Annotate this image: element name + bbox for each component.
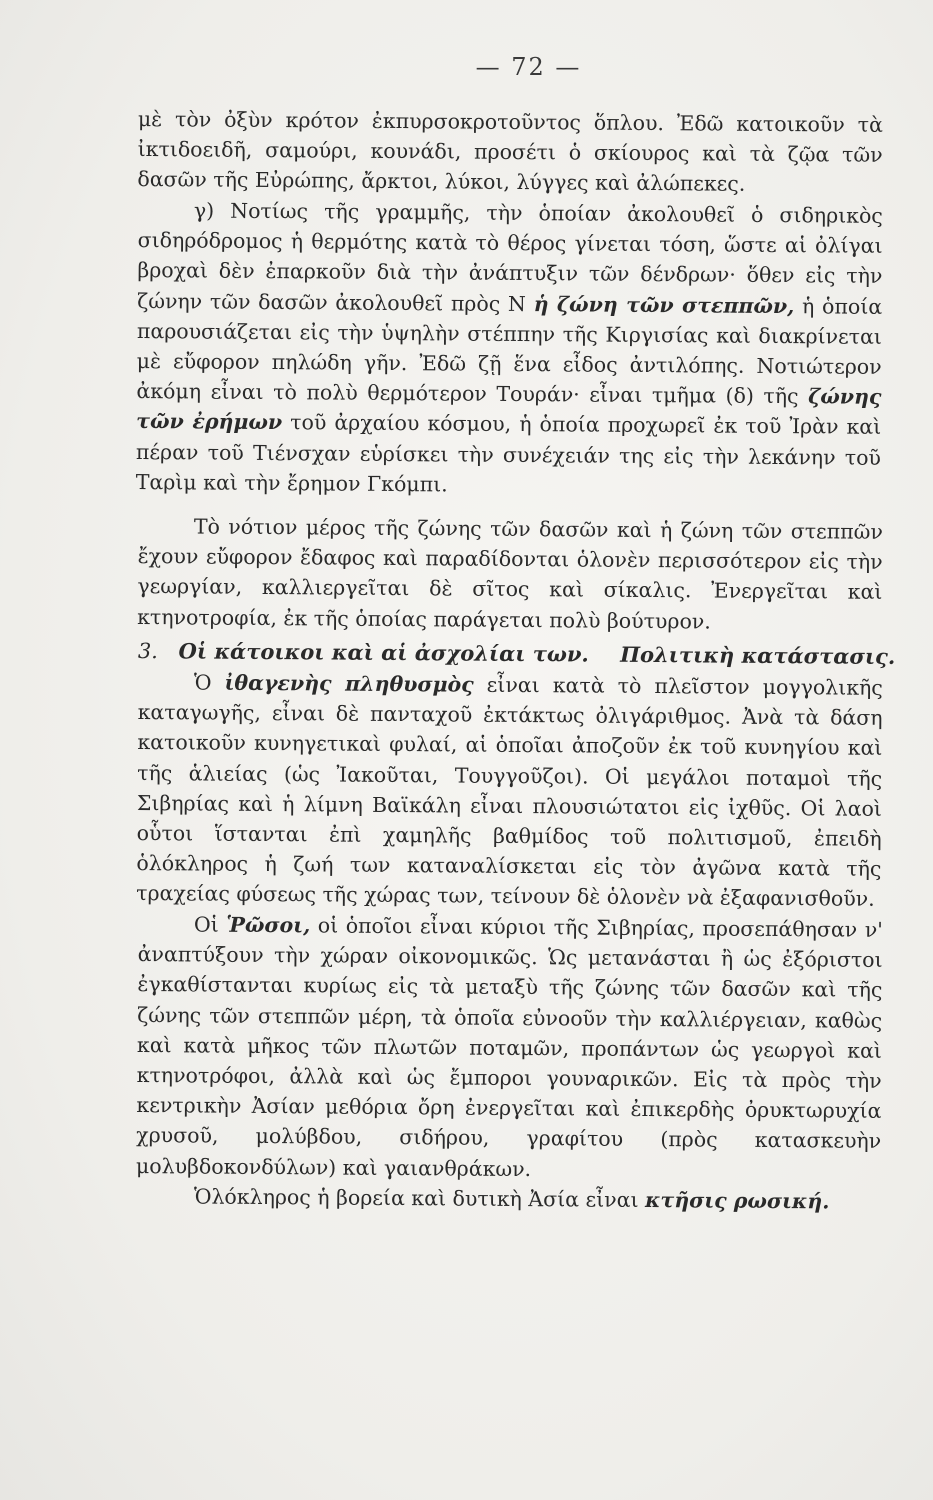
paragraph [137,104,883,200]
bold-italic-term: Ῥῶσοι, [226,912,311,938]
paragraph-text: γ) Νοτίως τῆς γραμμῆς, τὴν ὁποίαν ἀκολουθεῖ ὁ σιδηρικὸς σιδηρόδρομος ἡ θερμότης κατὰ τὸ θέρος γίνεται τόση, ὥστε αἱ ὀλίγαι βροχαὶ δὲν ἐπαρκοῦν διὰ τὴν ἀνάπτυξιν τῶν δένδρων· ὅθεν εἰς τὴν ζώνην τῶν δασῶν ἀκολουθεῖ πρὸς Ν [137,198,883,316]
page-number: — 72 — [475,53,582,81]
paragraph [137,511,883,638]
paragraph-text: ἡ ὁποία παρουσιάζεται εἰς τὴν ὑψηλὴν στέππην τῆς Κιργισίας καὶ διακρίνεται μὲ εὔφορον πηλώδη γῆν. Ἐδῶ ζῇ ἕνα εἶδος ἀντιλόπης. Νοτιώτερον ἀκόμη εἶναι τὸ πολὺ θερμότερον Τουράν· εἶναι τμῆμα (δ) τῆς [136,293,883,409]
paragraph [136,195,883,503]
paragraph-text: τοῦ ἀρχαίου κόσμου, ἡ ὁποία προχωρεῖ ἐκ τοῦ Ἰρὰν καὶ πέραν τοῦ Τιένσχαν εὑρίσκει τὴν συνέχειάν της εἰς τὴν λεκάνην τοῦ Ταρὶμ καὶ τὴν ἔρημον Γκόμπι. [135,410,882,496]
paragraph-text: Οἱ [193,912,227,937]
paragraph [138,1181,883,1217]
bold-italic-term: ζώνης τῶν ἐρήμων [136,384,882,435]
paragraph [136,667,883,914]
paragraph-text: Τὸ νότιον μέρος τῆς ζώνης τῶν δασῶν καὶ ἡ ζώνη τῶν στεππῶν ἔχουν εὔφορον ἔδαφος καὶ παραδίδονται ὁλονὲν περισσότερον εἰς τὴν γεωργίαν, καλλιεργεῖται δὲ σῖτος καὶ σίκαλις. Ἐνεργεῖται καὶ κτηνοτροφία, ἐκ τῆς ὁποίας παράγεται πολὺ βούτυρον. [137,514,883,633]
paragraph [136,909,883,1187]
section-title: Οἱ κάτοικοι καὶ αἱ ἀσχολίαι των. [178,638,589,667]
paragraph-text: Ὁλόκληρος ἡ βορεία καὶ δυτικὴ Ἀσία εἶναι [193,1184,646,1212]
paragraph-text: εἶναι κατὰ τὸ πλεῖστον μογγολικῆς καταγωγῆς, εἶναι δὲ πανταχοῦ ἐκτάκτως ὀλιγάριθμος. Ἀνὰ τὰ δάση κατοικοῦν κυνηγετικαὶ φυλαί, αἱ ὁποῖαι ἀποζοῦν ἐκ τοῦ κυνηγίου καὶ τῆς ἁλιείας (ὡς Ἰακοῦται, Τουγγοῦζοι). Οἱ μεγάλοι ποταμοὶ τῆς Σιβηρίας καὶ ἡ λίμνη Βαϊκάλη εἶναι πλουσιώτατοι εἰς ἰχθῦς. Οἱ λαοὶ οὗτοι ἵστανται ἐπὶ χαμηλῆς βαθμίδος τοῦ πολιτισμοῦ, ἐπειδὴ ὁλόκληρος ἡ ζωή των καταναλίσκεται εἰς τὸν ἀγῶνα κατὰ τῆς τραχείας φύσεως τῆς χώρας των, τείνουν δὲ ὁλονὲν νὰ ἐξαφανισθοῦν. [136,673,883,912]
bold-italic-term: κτῆσις ρωσική. [644,1187,830,1214]
bold-italic-term: ἰθαγενὴς πληθυσμὸς [224,671,474,698]
paragraph-text: μὲ τὸν ὀξὺν κρότον ἐκπυρσοκροτοῦντος ὅπλου. Ἐδῶ κατοικοῦν τὰ ἰκτιδοειδῆ, σαμούρι, κουνάδι, προσέτι ὁ σκίουρος καὶ τὰ ζῷα τῶν δασῶν τῆς Εὐρώπης, ἄρκτοι, λύκοι, λύγγες καὶ ἀλώπεκες. [137,106,883,197]
section-subtitle: Πολιτικὴ κατάστασις. [620,642,896,670]
bold-italic-term: ἡ ζώνη τῶν στεππῶν, [533,291,795,318]
text-body-top [135,104,883,633]
section-number: 3. [137,639,159,664]
paragraph-text: οἱ ὁποῖοι εἶναι κύριοι τῆς Σιβηρίας, προσεπάθησαν ν' ἀναπτύξουν τὴν χώραν οἰκονομικῶς. Ὡς μετανάσται ἢ ὡς ἐξόριστοι ἐγκαθίστανται κυρίως εἰς τὰ μεταξὺ τῆς ζώνης τῶν δασῶν καὶ τῆς ζώνης τῶν στεππῶν μέρη, τὰ ὁποῖα εὐνοοῦν τὴν καλλιέργειαν, καθὼς καὶ κατὰ μῆκος τῶν πλωτῶν ποταμῶν, προπάντων ὡς γεωργοὶ καὶ κτηνοτρόφοι, ἀλλὰ καὶ ὡς ἔμποροι γουναρικῶν. Εἰς τὰ πρὸς τὴν κεντρικὴν Ἀσίαν μεθόρια ὄρη ἐνεργεῖται καὶ ἐπικερδὴς ὀρυκτωρυχία χρυσοῦ, μολύβδου, σιδήρου, γραφίτου (πρὸς κατασκευὴν μολυβδοκονδύλων) καὶ γαιανθράκων. [135,913,883,1181]
paragraph-text: Ὁ [193,670,225,696]
text-body-bottom [135,667,883,1214]
